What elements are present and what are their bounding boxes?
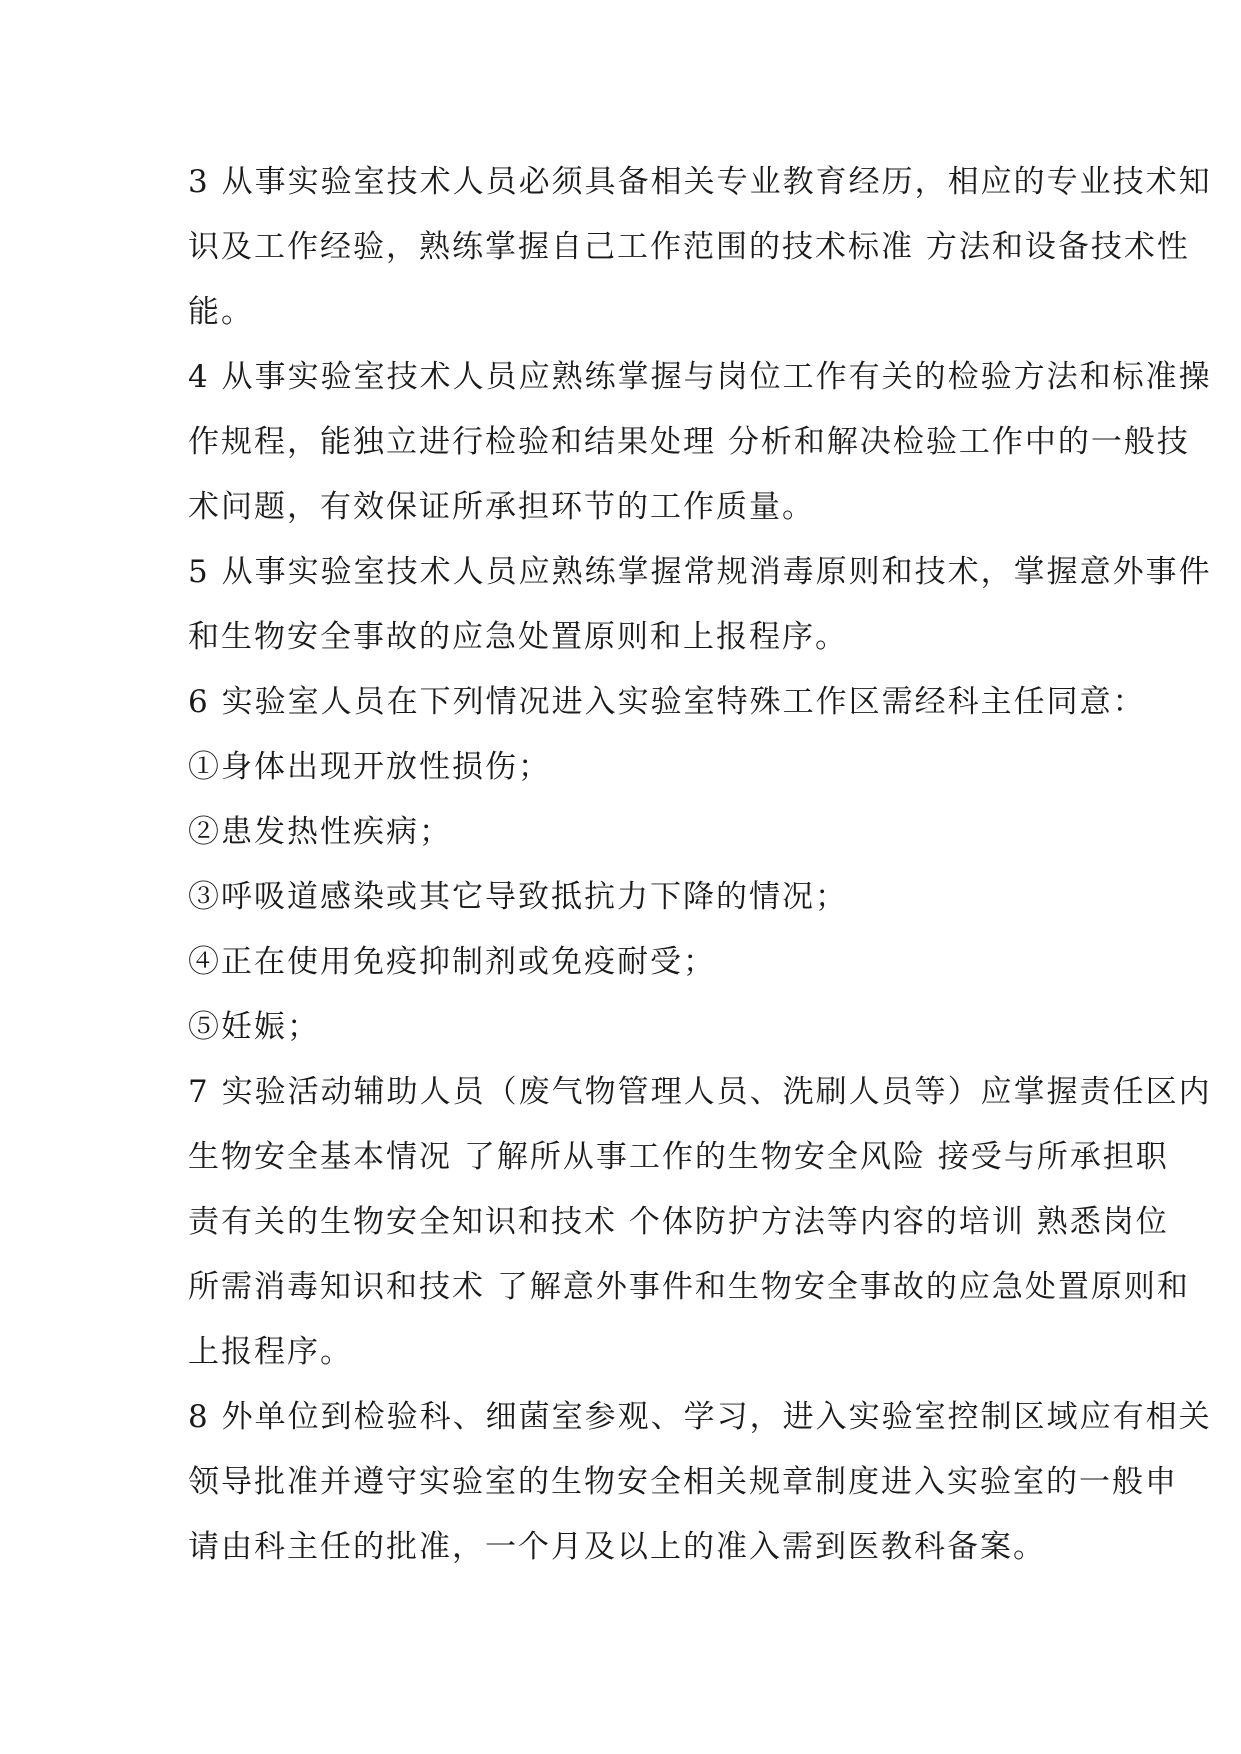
text-line: 所需消毒知识和技术 了解意外事件和生物安全事故的应急处置原则和 bbox=[188, 1269, 1190, 1305]
text-line: 4 从事实验室技术人员应熟练掌握与岗位工作有关的检验方法和标准操 bbox=[188, 359, 1212, 395]
text-line: ④正在使用免疫抑制剂或免疫耐受； bbox=[188, 944, 716, 980]
text-line: 术问题，有效保证所承担环节的工作质量。 bbox=[188, 489, 815, 525]
text-line: ①身体出现开放性损伤； bbox=[188, 749, 551, 785]
text-line: 3 从事实验室技术人员必须具备相关专业教育经历，相应的专业技术知 bbox=[188, 164, 1212, 200]
text-line: 作规程，能独立进行检验和结果处理 分析和解决检验工作中的一般技 bbox=[188, 424, 1190, 460]
text-line: ⑤妊娠； bbox=[188, 1009, 320, 1045]
text-line: ②患发热性疾病； bbox=[188, 814, 452, 850]
document-body bbox=[188, 150, 1212, 1580]
text-line: 和生物安全事故的应急处置原则和上报程序。 bbox=[188, 619, 848, 655]
text-line: 领导批准并遵守实验室的生物安全相关规章制度进入实验室的一般申 bbox=[188, 1464, 1178, 1500]
text-line: ③呼吸道感染或其它导致抵抗力下降的情况； bbox=[188, 879, 848, 915]
text-line: 责有关的生物安全知识和技术 个体防护方法等内容的培训 熟悉岗位 bbox=[188, 1204, 1169, 1240]
text-line: 7 实验活动辅助人员（废气物管理人员、洗刷人员等）应掌握责任区内 bbox=[188, 1074, 1212, 1110]
text-line: 6 实验室人员在下列情况进入实验室特殊工作区需经科主任同意： bbox=[188, 684, 1146, 720]
text-line: 请由科主任的批准，一个月及以上的准入需到医教科备案。 bbox=[188, 1529, 1046, 1565]
text-line: 识及工作经验，熟练掌握自己工作范围的技术标准 方法和设备技术性 bbox=[188, 229, 1190, 265]
text-line: 生物安全基本情况 了解所从事工作的生物安全风险 接受与所承担职 bbox=[188, 1139, 1169, 1175]
text-line: 上报程序。 bbox=[188, 1334, 353, 1370]
text-line: 5 从事实验室技术人员应熟练掌握常规消毒原则和技术，掌握意外事件 bbox=[188, 554, 1212, 590]
text-line: 8 外单位到检验科、细菌室参观、学习，进入实验室控制区域应有相关 bbox=[188, 1399, 1212, 1435]
text-line: 能。 bbox=[188, 294, 254, 330]
